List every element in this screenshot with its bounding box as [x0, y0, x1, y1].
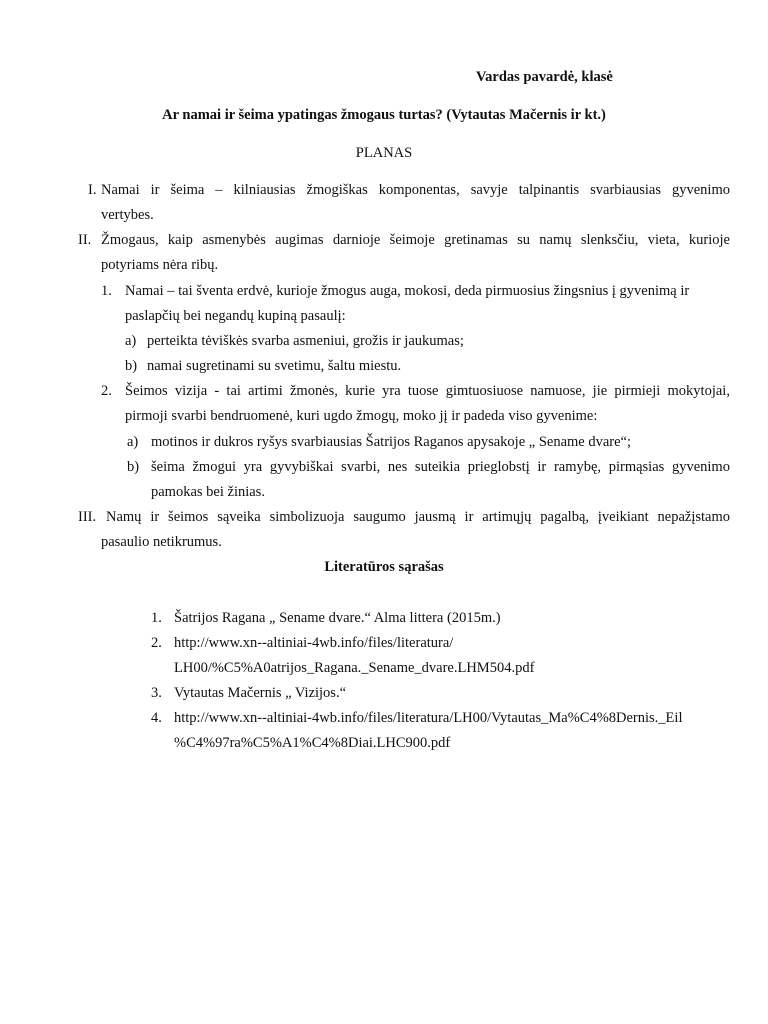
reference-link: %C4%97ra%C5%A1%C4%8Diai.LHC900.pdf	[174, 735, 451, 751]
word: ramybę,	[553, 459, 602, 475]
reference-number: 4.	[151, 710, 162, 726]
word: saugumo	[353, 509, 406, 525]
word: talpinantis	[518, 182, 580, 198]
word: namuose,	[530, 383, 586, 399]
word: gyvenimo	[671, 182, 730, 198]
word: žmogui	[192, 459, 236, 475]
word: Namų	[106, 509, 142, 525]
word: ir	[150, 509, 160, 525]
word: pirmąsias	[608, 459, 665, 475]
word: artimųjų	[482, 509, 532, 525]
sub-item-text: perteikta tėviškės svarba asmeniui, grožis ir jaukumas;	[147, 333, 464, 349]
word: tuose	[407, 383, 439, 399]
section-number: III.	[78, 509, 97, 525]
essay-title: Ar namai ir šeima ypatingas žmogaus turtas? (Vytautas Mačernis ir kt.)	[162, 107, 606, 123]
word: artimi	[248, 383, 283, 399]
word: šeima	[170, 182, 205, 198]
word: šeimoje	[389, 232, 435, 248]
sub-item-letter: a)	[125, 333, 137, 349]
literature-heading: Literatūros sąrašas	[324, 559, 444, 575]
word: savyje	[470, 182, 508, 198]
list-item-text	[125, 382, 730, 400]
author-line: Vardas pavardė, klasė	[476, 69, 613, 85]
word: vieta,	[647, 232, 680, 248]
word: su	[517, 232, 530, 248]
word: yra	[382, 383, 401, 399]
word: prieglobstį	[467, 459, 530, 475]
word: namų	[539, 232, 572, 248]
word: mokytojai,	[667, 383, 730, 399]
section-text-line: pasaulio netikrumus.	[101, 534, 222, 550]
word: komponentas,	[378, 182, 460, 198]
word: vizija	[174, 383, 208, 399]
word: gretinamas	[444, 232, 508, 248]
word: sąveika	[217, 509, 261, 525]
section-number: I.	[88, 182, 97, 198]
reference-number: 2.	[151, 635, 162, 651]
word: Šeimos	[125, 383, 168, 399]
list-item-text: Namai – tai šventa erdvė, kurioje žmogus auga, mokosi, deda pirmuosius žingsnius į gyvenimą ir	[125, 283, 690, 299]
reference-link: http://www.xn--altiniai-4wb.info/files/literatura/LH00/Vytautas_Ma%C4%8Dernis._Eil	[174, 710, 683, 726]
word: asmenybės	[202, 232, 266, 248]
reference-text: Šatrijos Ragana „ Sename dvare.“ Alma littera (2015m.)	[174, 610, 501, 626]
sub-item-text: motinos ir dukros ryšys svarbiausias Šatrijos Raganos apysakoje „ Sename dvare“;	[151, 434, 632, 450]
word: įveikiant	[597, 509, 649, 525]
reference-number: 1.	[151, 610, 162, 626]
reference-link: http://www.xn--altiniai-4wb.info/files/literatura/	[174, 635, 454, 651]
word: pirmieji	[614, 383, 661, 399]
word: gyvenimo	[671, 459, 730, 475]
word: kurioje	[688, 232, 730, 248]
word: kaip	[167, 232, 193, 248]
word: slenksčiu,	[580, 232, 639, 248]
list-item-text: paslapčių bei negandų kupiną pasaulį:	[125, 308, 346, 324]
word: –	[215, 182, 223, 198]
word: svarbi,	[341, 459, 381, 475]
sub-item-letter: b)	[127, 459, 140, 475]
word: ir	[150, 182, 160, 198]
word: nepažįstamo	[657, 509, 730, 525]
word: yra	[243, 459, 263, 475]
word: Žmogaus,	[101, 232, 159, 248]
word: -	[214, 383, 220, 399]
word: simbolizuoja	[269, 509, 345, 525]
word: gimtuosiuose	[445, 383, 524, 399]
word: suteikia	[414, 459, 461, 475]
section-text-line	[106, 508, 730, 526]
word: ir	[537, 459, 547, 475]
list-item-number: 2.	[101, 383, 112, 399]
word: gyvybiškai	[269, 459, 334, 475]
word: kilniausias	[233, 182, 296, 198]
plan-heading: PLANAS	[355, 145, 413, 161]
sub-item-letter: b)	[125, 358, 138, 374]
word: tai	[226, 383, 241, 399]
section-text-line	[101, 231, 730, 249]
reference-link: LH00/%C5%A0atrijos_Ragana._Sename_dvare.LHM504.pdf	[174, 660, 535, 676]
word: šeimos	[168, 509, 209, 525]
section-text-line	[101, 181, 730, 199]
sub-item-text: namai sugretinami su svetimu, šaltu miestu.	[147, 358, 402, 374]
word: svarbiausias	[590, 182, 661, 198]
sub-item-text	[151, 458, 730, 476]
word: žmonės,	[290, 383, 338, 399]
word: pagalbą,	[540, 509, 590, 525]
word: nes	[387, 459, 408, 475]
word: darnioje	[332, 232, 381, 248]
word: augimas	[275, 232, 324, 248]
list-item-number: 1.	[101, 283, 112, 299]
list-item-text: pirmoji svarbi bendruomenė, kuri ugdo žmogų, moko jį ir padeda viso gyvenime:	[125, 408, 598, 424]
reference-text: Vytautas Mačernis „ Vizijos.“	[174, 685, 347, 701]
sub-item-text: pamokas bei žinias.	[151, 484, 265, 500]
section-number: II.	[78, 232, 92, 248]
word: jie	[592, 383, 608, 399]
word: kurie	[345, 383, 375, 399]
word: Namai	[101, 182, 140, 198]
word: šeima	[151, 459, 185, 475]
word: žmogiškas	[306, 182, 368, 198]
section-text-line: vertybes.	[101, 207, 154, 223]
word: ir	[464, 509, 474, 525]
section-text-line: potyriams nėra ribų.	[101, 257, 219, 273]
word: jausmą	[414, 509, 456, 525]
sub-item-letter: a)	[127, 434, 139, 450]
reference-number: 3.	[151, 685, 162, 701]
